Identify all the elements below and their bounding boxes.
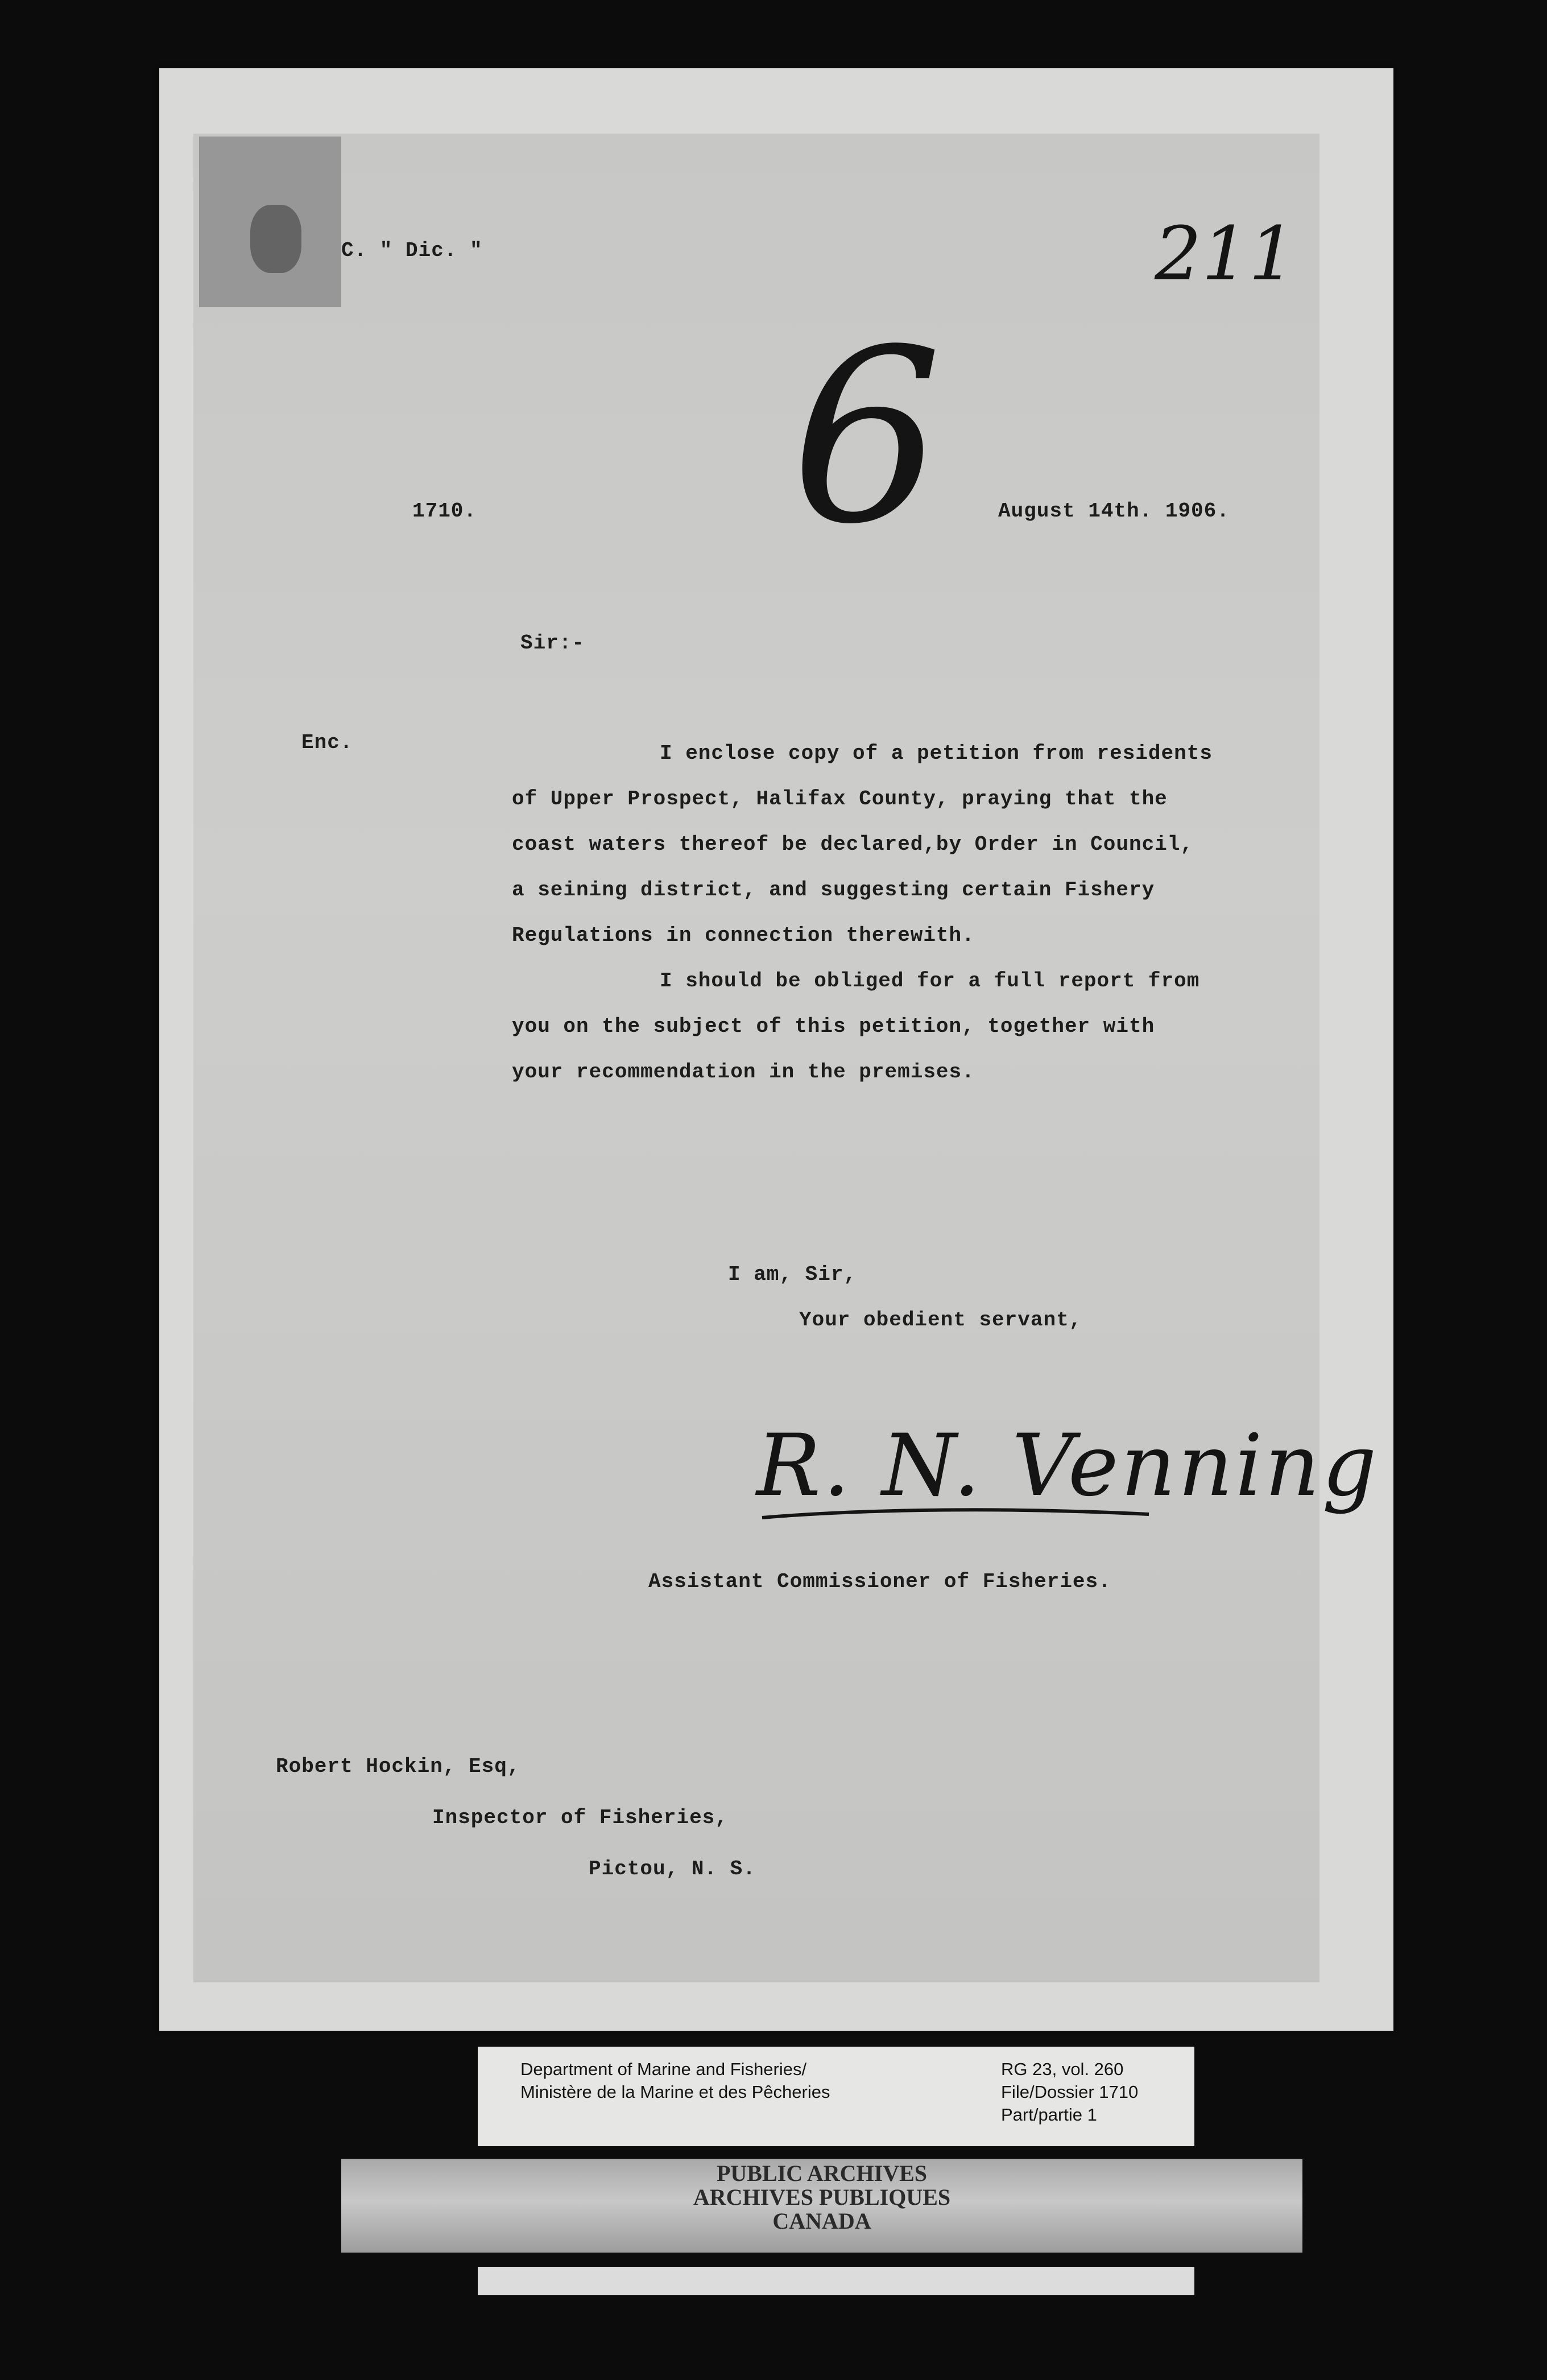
- closing-line-1: I am, Sir,: [728, 1263, 857, 1286]
- ref-line-3: Part/partie 1: [1001, 2105, 1097, 2125]
- body-line: of Upper Prospect, Halifax County, praying that the: [512, 787, 1168, 811]
- department-line-2: Ministère de la Marine et des Pêcheries: [520, 2082, 830, 2102]
- letter-body: [512, 731, 1308, 1095]
- department-line-1: Department of Marine and Fisheries/: [520, 2059, 807, 2079]
- file-number: 1710.: [412, 499, 477, 523]
- signature-underline: [756, 1502, 1155, 1524]
- body-line: your recommendation in the premises.: [512, 1060, 975, 1084]
- stamp-line-2: ARCHIVES PUBLIQUES: [693, 2184, 951, 2210]
- archive-label-department: [520, 2058, 830, 2104]
- signatory-title: Assistant Commissioner of Fisheries.: [648, 1570, 1111, 1593]
- addressee-name: Robert Hockin, Esq,: [276, 1755, 520, 1778]
- signature: R. N. Venning: [756, 1416, 1379, 1515]
- salutation: Sir:-: [520, 631, 585, 655]
- ref-line-1: RG 23, vol. 260: [1001, 2059, 1124, 2079]
- archive-stamp: [341, 2162, 1302, 2233]
- ref-line-2: File/Dossier 1710: [1001, 2082, 1139, 2102]
- corner-blot: [250, 205, 301, 273]
- body-line: you on the subject of this petition, together with: [512, 1015, 1155, 1038]
- closing-line-2: Your obedient servant,: [799, 1308, 1082, 1332]
- addressee-title: Inspector of Fisheries,: [432, 1806, 728, 1829]
- body-line: I should be obliged for a full report from: [660, 969, 1200, 993]
- handwritten-numeral: 6: [791, 299, 943, 577]
- archive-label-reference: [1001, 2058, 1138, 2126]
- body-line: a seining district, and suggesting certain Fishery: [512, 878, 1155, 902]
- addressee-place: Pictou, N. S.: [589, 1857, 756, 1881]
- handwritten-page-number: 211: [1155, 210, 1296, 297]
- body-line: I enclose copy of a petition from residents: [660, 742, 1213, 765]
- margin-note: Enc.: [301, 731, 353, 754]
- letter-ref: C. " Dic. ": [341, 239, 483, 262]
- stamp-line-3: CANADA: [772, 2208, 871, 2234]
- body-line: coast waters thereof be declared,by Order in Council,: [512, 833, 1193, 856]
- letter-date: August 14th. 1906.: [998, 499, 1230, 523]
- stamp-line-1: PUBLIC ARCHIVES: [716, 2160, 928, 2186]
- bottom-strip: [478, 2267, 1194, 2295]
- body-line: Regulations in connection therewith.: [512, 924, 975, 947]
